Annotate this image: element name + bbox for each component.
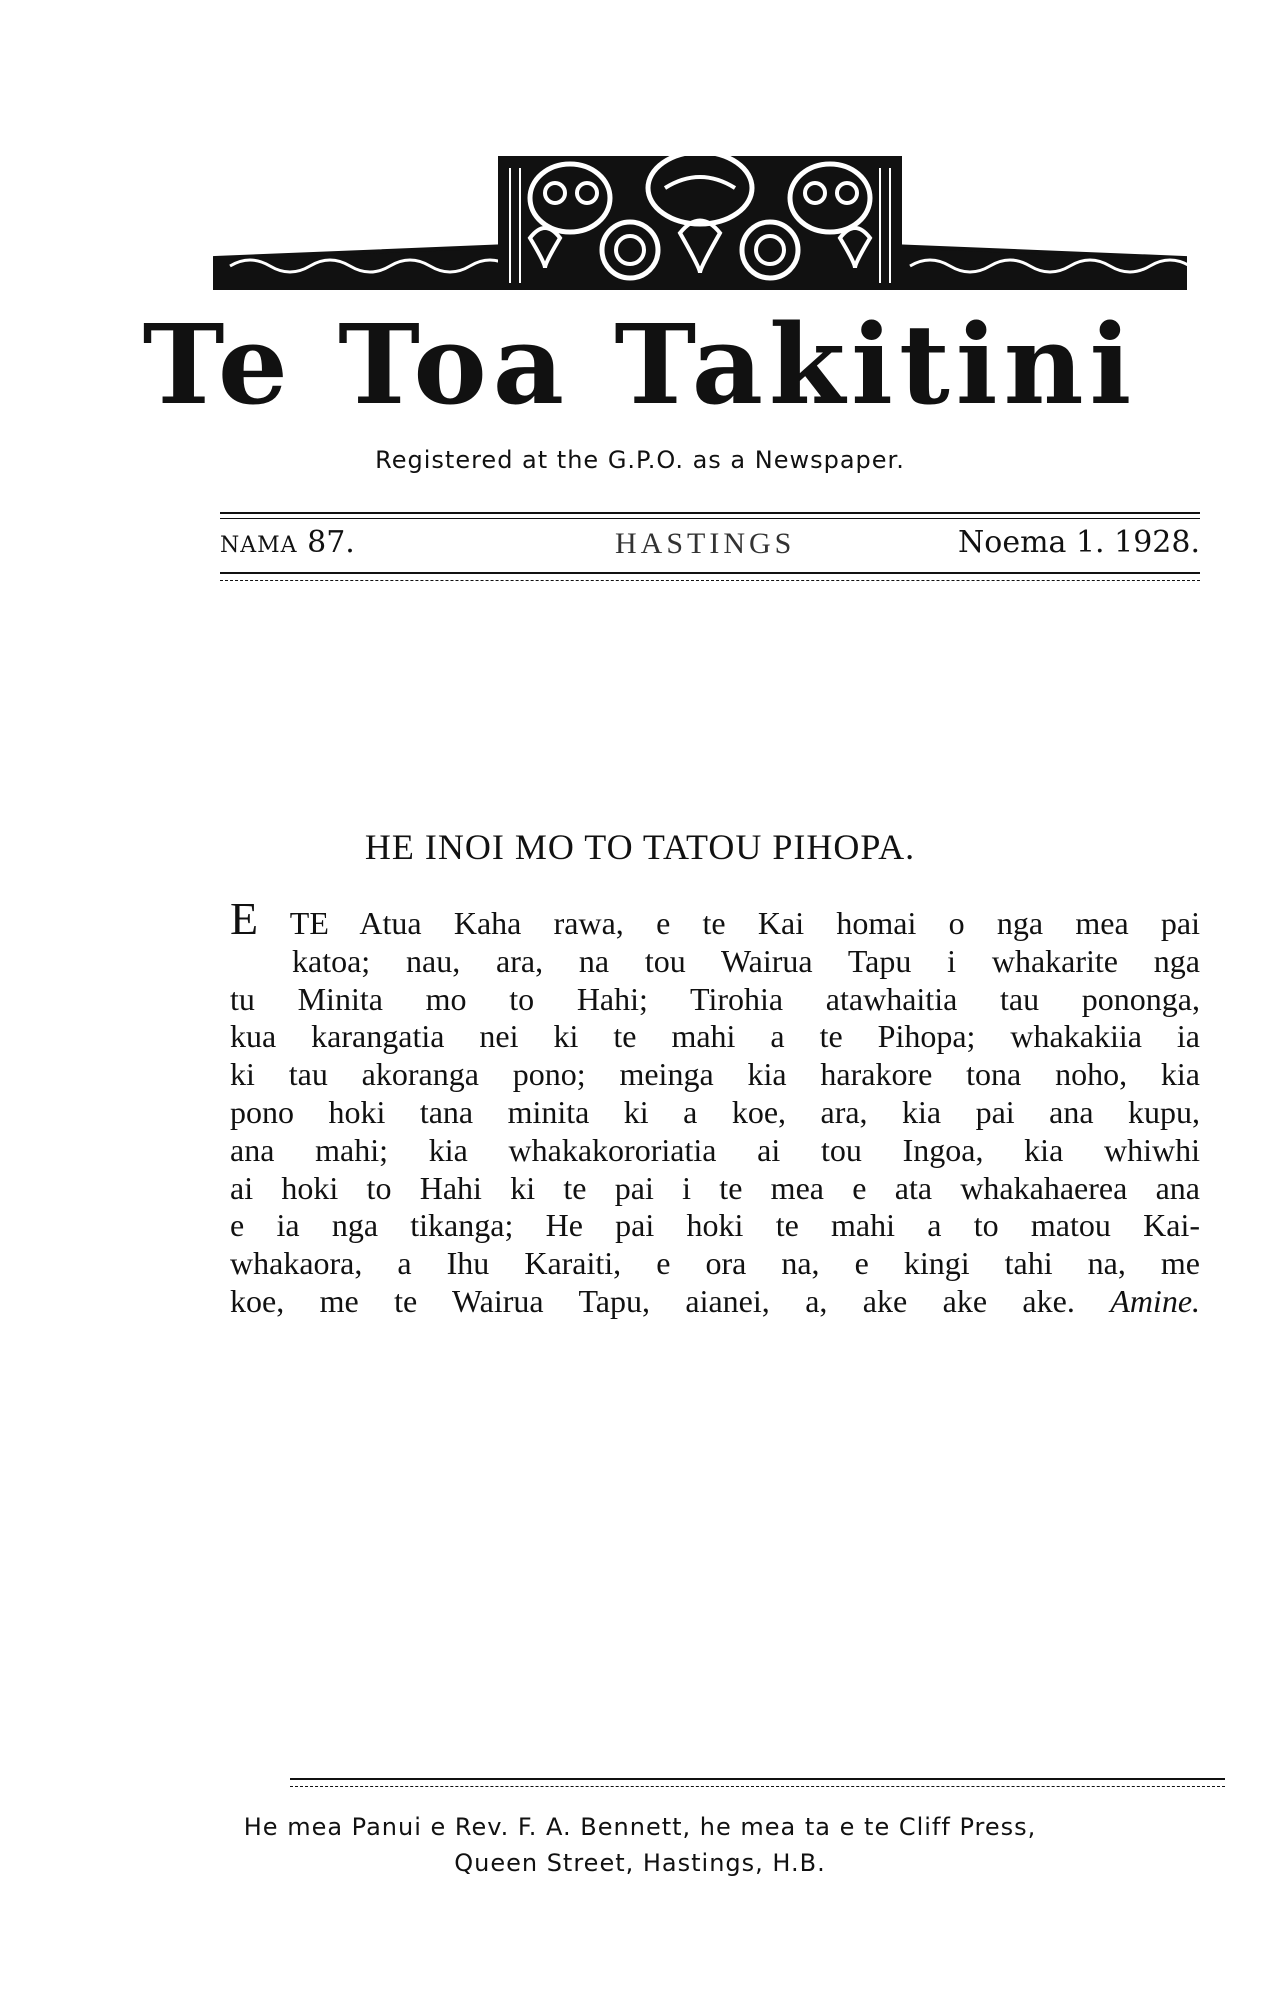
- prayer-line-last: [230, 1283, 1200, 1321]
- prayer-closing: Amine.: [1110, 1282, 1201, 1319]
- prayer-line: kua karangatia nei ki te mahi a te Pihopa; whakakiia ia: [230, 1018, 1200, 1055]
- top-rule: [220, 512, 1200, 514]
- issue-place: HASTINGS: [615, 527, 796, 560]
- prayer-line-text: koe, me te Wairua Tapu, aianei, a, ake ake ake.: [230, 1282, 1075, 1319]
- bottom-rule: [220, 572, 1200, 574]
- footer-rule: [290, 1778, 1225, 1780]
- footer-rule-thin: [290, 1786, 1225, 1787]
- prayer-line: tu Minita mo to Hahi; Tirohia atawhaitia tau pononga,: [230, 980, 1200, 1017]
- carved-ornament-banner: [210, 138, 1190, 298]
- newspaper-title: Te Toa Takitini: [142, 300, 1138, 429]
- top-rule-thin: [220, 518, 1200, 519]
- prayer-line: [230, 893, 1200, 944]
- publisher-line-2: Queen Street, Hastings, H.B.: [454, 1849, 826, 1877]
- article-heading: HE INOI MO TO TATOU PIHOPA.: [364, 827, 916, 867]
- bottom-rule-thin: [220, 580, 1200, 581]
- prayer-line: whakaora, a Ihu Karaiti, e ora na, e kingi tahi na, me: [230, 1245, 1200, 1282]
- prayer-text: [230, 893, 1201, 1321]
- prayer-line: ki tau akoranga pono; meinga kia harakore tona noho, kia: [230, 1056, 1200, 1093]
- prayer-line: pono hoki tana minita ki a koe, ara, kia pai ana kupu,: [230, 1093, 1200, 1130]
- issue-date: Noema 1. 1928.: [958, 525, 1200, 560]
- issue-number-label: NAMA: [220, 533, 298, 558]
- prayer-line: katoa; nau, ara, na tou Wairua Tapu i whakarite nga: [292, 942, 1200, 979]
- prayer-line: ai hoki to Hahi ki te pai i te mea e ata whakahaerea ana: [230, 1169, 1200, 1206]
- registration-note: Registered at the G.P.O. as a Newspaper.: [375, 446, 905, 474]
- issue-number-value: 87.: [307, 525, 355, 560]
- prayer-line: ana mahi; kia whakakororiatia ai tou Ingoa, kia whiwhi: [230, 1131, 1200, 1168]
- drop-initial: E: [230, 893, 259, 944]
- issue-number: [220, 525, 355, 560]
- prayer-line-text: TE Atua Kaha rawa, e te Kai homai o nga mea pai: [258, 905, 1200, 941]
- publisher-line-1: He mea Panui e Rev. F. A. Bennett, he mea ta e te Cliff Press,: [243, 1813, 1037, 1841]
- prayer-line: e ia nga tikanga; He pai hoki te mahi a to matou Kai-: [230, 1207, 1200, 1244]
- issue-bar: [220, 525, 1200, 565]
